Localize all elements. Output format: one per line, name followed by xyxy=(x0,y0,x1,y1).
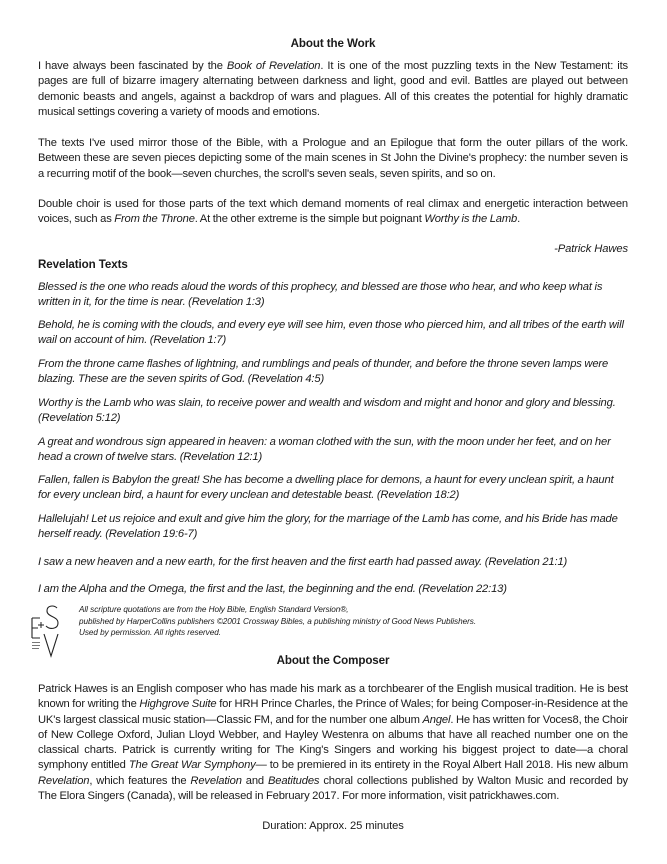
text-run: — to be premiered in its entirety in the Royal Albert Hall 2018. His new album xyxy=(255,759,628,772)
verse-revelation-21-1: I saw a new heaven and a new earth, for the first heaven and the first earth had passed away. (Revelation 21:1) xyxy=(38,556,568,568)
text-run: for HRH Prince Charles, the Prince of Wales; for being Composer-in-Residence at the UK's largest classical music station—Classic FM, and for the number one album xyxy=(38,698,628,726)
esv-notice-line: All scripture quotations are from the Holy Bible, English Standard Version®, xyxy=(79,605,349,614)
esv-notice-line: Used by permission. All rights reserved. xyxy=(79,628,221,637)
composer-biography xyxy=(38,682,628,804)
work-title-italic: The Great War Symphony xyxy=(128,759,256,772)
about-composer-heading: About the Composer xyxy=(276,654,390,667)
about-work-heading: About the Work xyxy=(290,37,376,50)
book-title-italic: Book of Revelation xyxy=(226,60,321,72)
text-run: The texts I've used mirror those of the Bible, with a Prologue and an Epilogue that form the outer pillars of the work. Between these are seven pieces depicting some of the main scenes in St John the Divine's prophecy: the number seven is a recurring motif of the book—seven churches, the scroll's seven seals, seven spirits, and so on. xyxy=(38,137,628,180)
verse-revelation-1-3: Blessed is the one who reads aloud the words of this prophecy, and blessed are those who hear, and who keep what is written in it, for the time is near. (Revelation 1:3) xyxy=(38,281,603,309)
esv-notice-line: published by HarperCollins publishers ©2001 Crossway Bibles, a publishing ministry of Good News Publishers. xyxy=(79,616,477,626)
text-run: , which features the xyxy=(89,774,191,787)
text-run: Patrick Hawes is an English composer who has made his mark as a torchbearer of the English musical tradition. He is best known for writing the xyxy=(38,683,628,711)
verse-revelation-22-13: I am the Alpha and the Omega, the first and the last, the beginning and the end. (Revelation 22:13) xyxy=(38,583,507,595)
verse-revelation-4-5: From the throne came flashes of lightning, and rumblings and peals of thunder, and before the throne seven lamps were blazing. These are the seven spirits of God. (Revelation 4:5) xyxy=(38,358,609,386)
about-work-paragraph-1 xyxy=(38,59,628,120)
verse-revelation-5-12: Worthy is the Lamb who was slain, to receive power and wealth and wisdom and might and honor and glory and blessing. (Revelation 5:12) xyxy=(38,397,616,425)
collection-title-italic: Beatitudes xyxy=(267,774,320,787)
text-run: choral collections published by Walton Music and recorded by The Elora Singers (Canada), will be released in February 2017. For more information, visit patrickhawes.com. xyxy=(38,774,628,803)
duration-text: Duration: Approx. 25 minutes xyxy=(262,820,404,832)
album-title-italic: Angel xyxy=(422,713,451,726)
verse-revelation-12-1: A great and wondrous sign appeared in heaven: a woman clothed with the sun, with the moon under her feet, and on her head a crown of twelve stars. (Revelation 12:1) xyxy=(38,436,611,464)
verse-revelation-18-2: Fallen, fallen is Babylon the great! She has become a dwelling place for demons, a haunt for every unclean spirit, a haunt for every unclean bird, a haunt for every unclean and detestable beast. (Revelation 18:2) xyxy=(38,474,614,502)
text-run: I have always been fascinated by the xyxy=(38,60,227,72)
text-run: . xyxy=(517,213,521,226)
work-title-italic: From the Throne xyxy=(114,213,195,226)
about-work-paragraph-2 xyxy=(38,136,628,182)
text-run: . It is one of the most puzzling texts in the New Testament: its pages are full of bizarre imagery alternating between darkness and light, good and evil. Battles are played out between demonic beasts and angels, against a backdrop of wars and plagues. All of this creates the potential for highly dramatic musical settings covering a variety of moods and emotions. xyxy=(38,60,629,118)
esv-permission-notice xyxy=(79,604,476,639)
album-title-italic: Revelation xyxy=(38,774,90,787)
collection-title-italic: Revelation xyxy=(190,774,242,787)
verse-revelation-1-7: Behold, he is coming with the clouds, and every eye will see him, even those who pierced him, and all tribes of the earth will wail on account of him. (Revelation 1:7) xyxy=(38,319,624,347)
text-run: . At the other extreme is the simple but poignant xyxy=(194,213,425,226)
work-title-italic: Highgrove Suite xyxy=(139,698,217,711)
revelation-texts-heading: Revelation Texts xyxy=(38,258,128,271)
esv-logo-icon xyxy=(30,604,66,658)
about-work-paragraph-3 xyxy=(38,197,628,228)
text-run: Double choir is used for those parts of the text which demand moments of real climax and energetic interaction between voices, such as xyxy=(38,198,628,226)
esv-copyright-block xyxy=(30,604,590,658)
text-run: and xyxy=(241,774,268,787)
text-run: . He has written for Voces8, the Choir of New College Oxford, Julian Lloyd Webber, and Hayley Westenra on albums that have all reached number one on the classical charts. Patrick is currently writing for The King's Singers and working his biggest project to date—a choral symphony entitled xyxy=(38,713,628,772)
verse-revelation-19-6-7: Hallelujah! Let us rejoice and exult and give him the glory, for the marriage of the Lamb has come, and his Bride has made herself ready. (Revelation 19:6-7) xyxy=(38,513,618,541)
work-title-italic: Worthy is the Lamb xyxy=(424,213,518,226)
author-signature: -Patrick Hawes xyxy=(554,243,628,255)
